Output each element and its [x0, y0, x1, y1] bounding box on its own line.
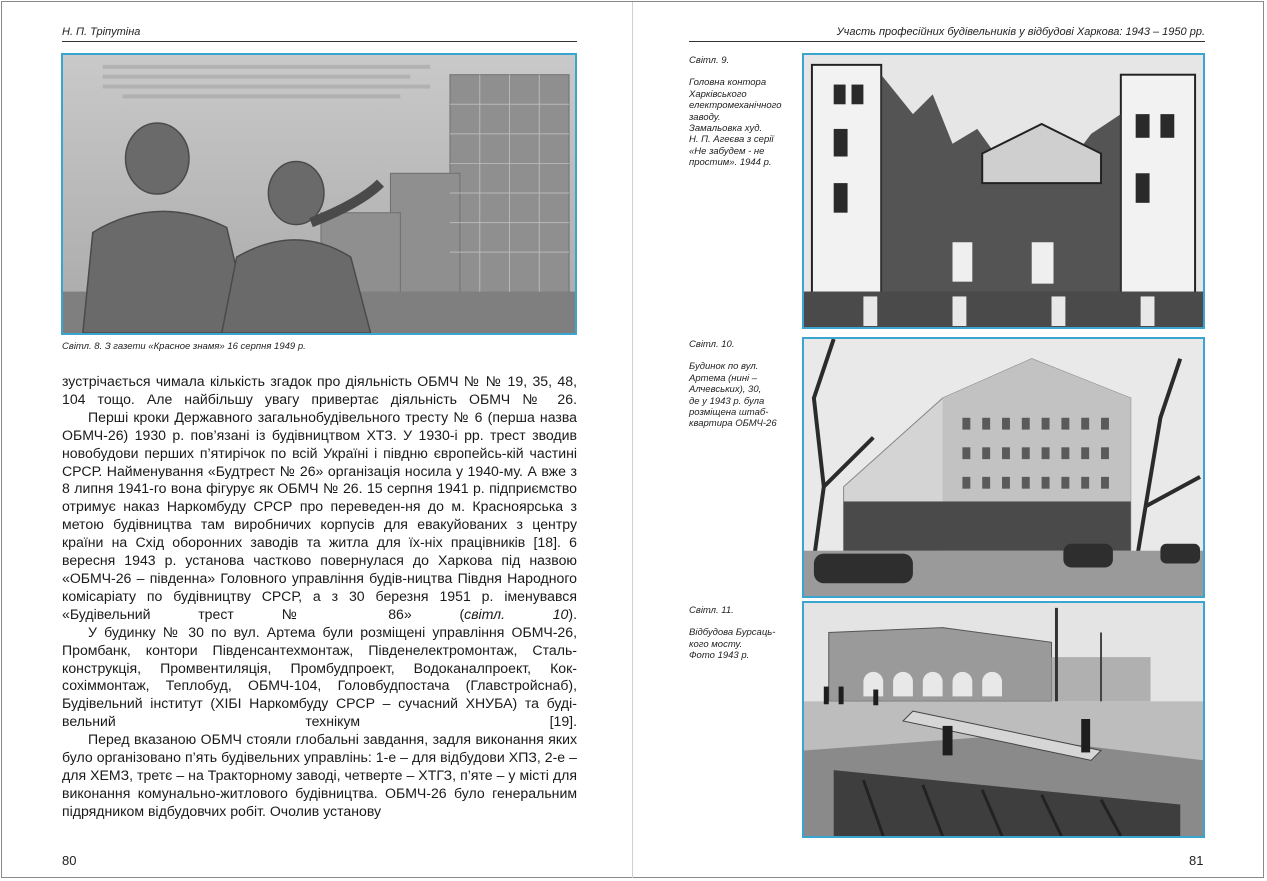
text-line: 1940-му. А вже з 8 липня 1941-го вона фігурує як ОБМЧ № 26. 15 серпня [62, 462, 577, 497]
figure-11-number: Світл. 11. [689, 605, 734, 616]
figure-10-caption [689, 339, 797, 430]
figure-9-sketch [802, 53, 1205, 329]
caption-line: Алчевських), 30, [689, 384, 762, 396]
text-line: ніх працівників [18]. 6 вересня 1943 р. установа частково повернулася до [62, 534, 577, 569]
caption-line: простим». 1944 р. [689, 157, 772, 169]
body-text [62, 373, 577, 821]
text-line: ництва Півдня Народного комісаріату по будівництву СРСР, а з 30 березня [62, 569, 577, 604]
text-line: Промбанк, контори Південсантехмонтаж, Південелектромонтаж, Сталь- [62, 641, 577, 658]
paragraph-4 [62, 731, 577, 821]
text-line: зводив новобудови перших п’ятирічок по всій Україні і півдню європейсь- [62, 426, 578, 461]
caption-line: «Не забудем - не [689, 145, 765, 157]
caption-line: Головна контора [689, 77, 767, 89]
figure-8-caption: Світл. 8. З газети «Красное знамя» 16 серпня 1949 р. [62, 341, 306, 352]
right-running-head: Участь професійних будівельників у відбудові Харкова: 1943 – 1950 рр. [836, 26, 1205, 38]
figure-10-building-photo [802, 337, 1205, 598]
caption-line: розміщена штаб- [689, 407, 769, 419]
text-line: ня до м. Красноярська з метою будівництва там виробничих корпусів для [62, 498, 578, 533]
caption-line: Будинок по вул. [689, 361, 759, 373]
figure-9-number: Світл. 9. [689, 55, 730, 66]
text-line: 48, 104 тощо. Але найбільшу увагу привертає діяльність ОБМЧ № 26. [62, 373, 577, 407]
text-line: кій частині СРСР. Найменування «Будтрест № 26» організація носила у [62, 444, 578, 479]
figure-11-caption [689, 605, 797, 662]
text-line: 26 було генеральним підрядником відбудовчих робіт. Очолив установу [62, 784, 578, 819]
caption-line: Харківського [689, 88, 747, 100]
text-line: евакуйованих з центру країни на Схід оборонних заводів та житла для їх- [62, 516, 578, 551]
left-running-head: Н. П. Тріпутіна [62, 26, 141, 38]
spread-gutter [632, 2, 633, 878]
text-line: ). [568, 605, 577, 622]
caption-line: де у 1943 р. була [689, 395, 765, 407]
text-line: вельний технікум [19]. [62, 713, 577, 730]
text-line: 1951 р. іменувався «Будівельний трест № 86» ( [62, 587, 577, 622]
text-line: п’яте – у місті для виконання комунально-житлового будівництва. ОБМЧ- [62, 766, 577, 801]
figure-10-number: Світл. 10. [689, 339, 735, 350]
caption-line: Відбудова Бурсаць- [689, 627, 776, 639]
caption-line: кого мосту. [689, 638, 743, 650]
paragraph-3 [62, 624, 577, 731]
text-line: зустрічається чимала кількість згадок про діяльність ОБМЧ № № 19, 35, [62, 373, 553, 389]
text-line: Харкова під назвою «ОБМЧ-26 – південна» Головного управління будів- [62, 552, 577, 586]
text-line: 1941 р. підприємство отримує наказ Наркомбуду СРСР про переведен- [62, 480, 577, 515]
caption-line: квартира ОБМЧ-26 [689, 418, 777, 430]
text-line: назва ОБМЧ-26) 1930 р. пов’язані із будівництвом ХТЗ. У 1930-і рр. трест [62, 408, 577, 443]
caption-line: Н. П. Агеєва з серії [689, 134, 774, 146]
left-head-rule [62, 41, 577, 42]
caption-line: Фото 1943 р. [689, 650, 750, 662]
figure-8-newspaper-illustration [61, 53, 577, 335]
text-line: конструкція, Промвентиляція, Промбудпроект, Водоканалпроект, Кок- [62, 659, 577, 676]
text-line: Будівельний інститут (ХІБІ Наркомбуду СРСР – сучасний ХНУБА) та буді- [62, 695, 577, 712]
figure-11-bridge-photo [802, 601, 1205, 838]
caption-line: Артема (нині – [689, 372, 758, 384]
right-head-rule [689, 41, 1205, 42]
caption-line: електромеханічного [689, 100, 782, 112]
figure-9-caption [689, 55, 797, 169]
caption-line: заводу. [689, 111, 721, 123]
figure-10-reference: світл. 10 [464, 605, 569, 622]
text-line: У будинку № 30 по вул. Артема були розміщені управління ОБМЧ-26, [88, 623, 577, 640]
right-page-number: 81 [1189, 853, 1204, 868]
paragraph-1 [62, 373, 577, 409]
text-line: сохіммонтаж, Теплобуд, ОБМЧ-104, Головбудпостача (Главстройснаб), [62, 677, 577, 694]
paragraph-2 [62, 409, 577, 624]
text-line: яких було організовано п’ять будівельних управлінь: 1-е – для відбудови [62, 731, 577, 766]
text-line: ХПЗ, 2-е – для ХЕМЗ, третє – на Тракторному заводі, четверте – ХТГЗ, [62, 749, 578, 783]
text-line: Перші кроки Державного загальнобудівельного тресту № 6 (перша [88, 408, 535, 425]
text-line: Перед вказаною ОБМЧ стояли глобальні завдання, задля виконання [88, 731, 544, 748]
left-page-number: 80 [62, 853, 77, 868]
caption-line: Замальовка худ. [689, 123, 763, 135]
